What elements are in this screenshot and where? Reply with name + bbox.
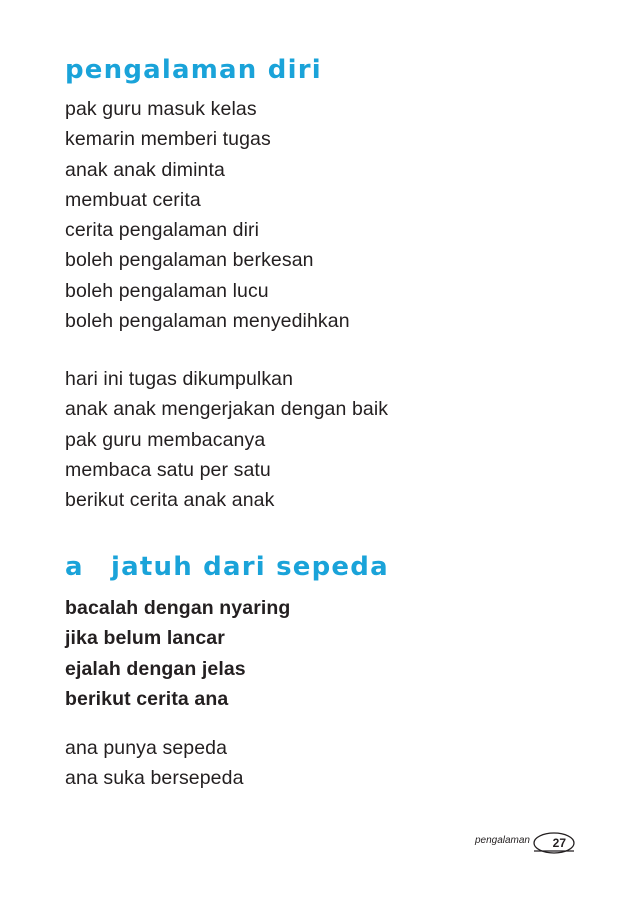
reading-instructions: [65, 593, 290, 714]
section-letter: a: [65, 552, 84, 582]
instruction-line: bacalah dengan nyaring: [65, 597, 291, 619]
stanza-line: membuat cerita: [65, 188, 201, 211]
story-text: [65, 733, 244, 794]
story-line: ana punya sepeda: [65, 737, 228, 759]
footer-chapter-label: pengalaman: [474, 835, 530, 846]
stanza-line: pak guru masuk kelas: [65, 98, 257, 120]
page-number: 27: [552, 836, 566, 850]
instruction-line: ejalah dengan jelas: [65, 657, 246, 680]
stanza-line: anak anak mengerjakan dengan baik: [65, 398, 389, 421]
section-title-text: jatuh dari sepeda: [111, 552, 389, 582]
stanza-line: boleh pengalaman menyedihkan: [65, 310, 350, 333]
section-title-text: pengalaman diri: [65, 55, 322, 85]
page-footer: [466, 831, 576, 857]
section-title-pengalaman-diri: [65, 55, 322, 85]
section-title-jatuh-dari-sepeda: [65, 552, 389, 582]
stanza-line: pak guru membacanya: [65, 428, 266, 451]
instruction-line: jika belum lancar: [65, 627, 225, 650]
story-line: ana suka bersepeda: [65, 767, 244, 790]
stanza-2: [65, 364, 388, 515]
stanza-line: boleh pengalaman lucu: [65, 279, 269, 302]
stanza-line: berikut cerita anak anak: [65, 489, 275, 512]
stanza-line: cerita pengalaman diri: [65, 219, 260, 242]
stanza-1: [65, 94, 350, 336]
instruction-line: berikut cerita ana: [65, 687, 229, 710]
stanza-line: boleh pengalaman berkesan: [65, 249, 314, 272]
stanza-line: kemarin memberi tugas: [65, 128, 271, 151]
stanza-line: anak anak diminta: [65, 158, 225, 181]
stanza-line: membaca satu per satu: [65, 458, 271, 481]
stanza-line: hari ini tugas dikumpulkan: [65, 368, 294, 390]
